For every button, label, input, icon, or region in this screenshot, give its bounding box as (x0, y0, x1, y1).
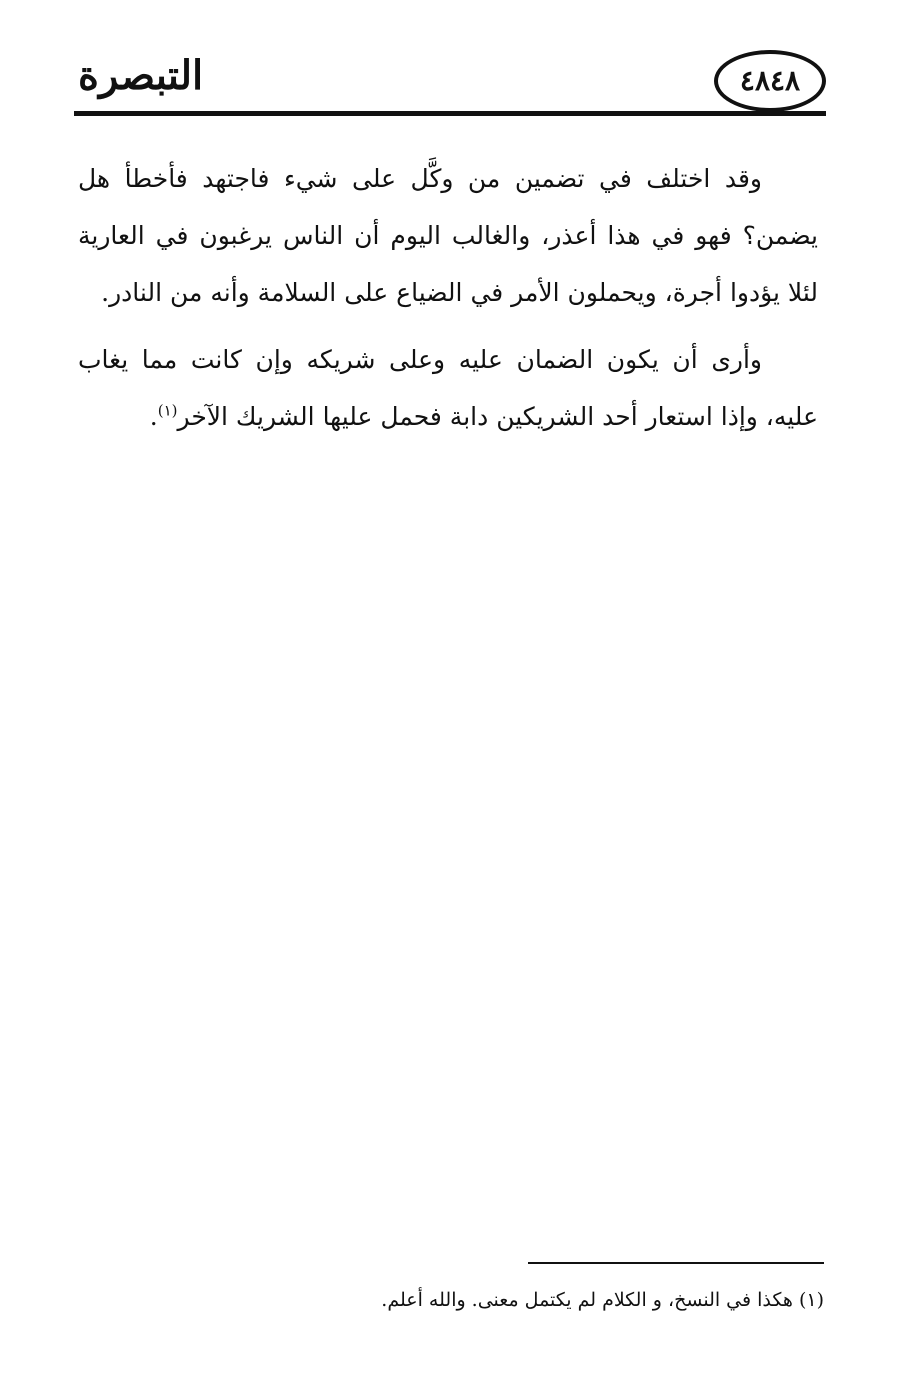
page-header (74, 44, 826, 120)
paragraph-2-text: وأرى أن يكون الضمان عليه وعلى شريكه وإن كانت مما يغاب عليه، وإذا استعار أحد الشريكين دابة فحمل عليها الشريك الآخر (78, 345, 818, 431)
page-number: ٤٨٤٨ (739, 64, 801, 97)
paragraph-2-end: . (149, 402, 158, 431)
header-rule (74, 111, 826, 116)
footnote-1: (١) هكذا في النسخ، و الكلام لم يكتمل معنى. والله أعلم. (381, 1289, 824, 1311)
paragraph-1 (78, 150, 818, 321)
paragraph-1-text: وقد اختلف في تضمين من وكَّل على شيء فاجتهد فأخطأ هل يضمن؟ فهو في هذا أعذر، والغالب اليوم أن الناس يرغبون في العارية لئلا يؤدوا أجرة، ويحملون الأمر في الضياع على السلامة وأنه من النادر. (78, 164, 818, 307)
running-title: التبصرة (78, 52, 204, 99)
page-number-oval (714, 50, 826, 112)
paragraph-2 (78, 331, 818, 445)
footnote-rule (528, 1262, 824, 1264)
footnote-reference: (١) (157, 401, 178, 420)
main-text (78, 150, 818, 445)
